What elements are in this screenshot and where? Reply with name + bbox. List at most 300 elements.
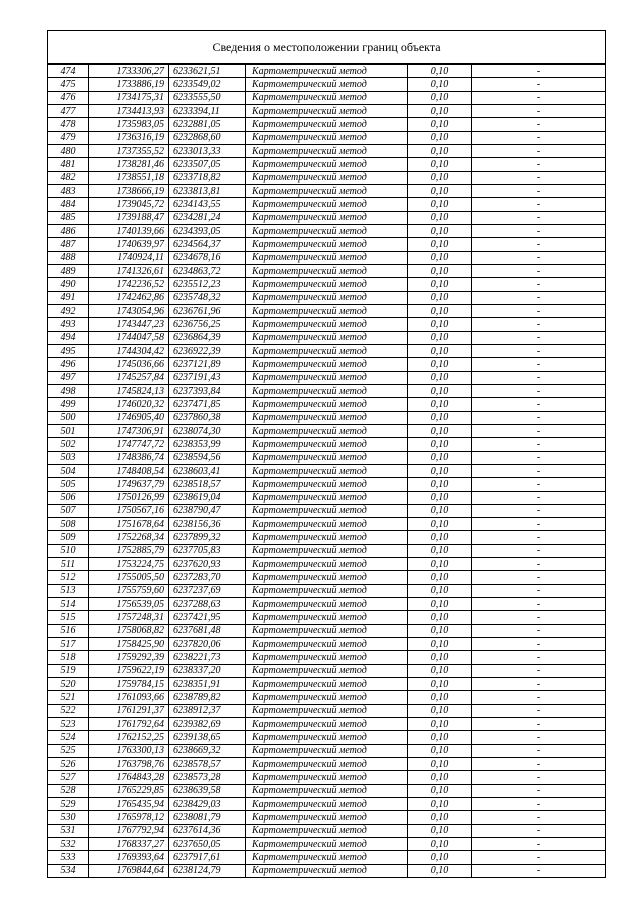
table-row: [48, 731, 605, 744]
x-coordinate-cell: 1769844,64: [89, 864, 169, 877]
table-row: [48, 598, 605, 611]
description-cell: -: [472, 744, 606, 757]
table-row: [48, 384, 605, 397]
y-coordinate-cell: 6238081,79: [169, 811, 246, 824]
accuracy-cell: 0,10: [408, 864, 472, 877]
description-cell: -: [472, 158, 606, 171]
y-coordinate-cell: 6236864,39: [169, 331, 246, 344]
method-cell: Картометрический метод: [246, 491, 408, 504]
method-cell: Картометрический метод: [246, 438, 408, 451]
point-number-cell: 526: [48, 758, 89, 771]
method-cell: Картометрический метод: [246, 91, 408, 104]
description-cell: -: [472, 304, 606, 317]
method-cell: Картометрический метод: [246, 411, 408, 424]
x-coordinate-cell: 1750126,99: [89, 491, 169, 504]
x-coordinate-cell: 1742462,86: [89, 291, 169, 304]
point-number-cell: 519: [48, 664, 89, 677]
table-row: [48, 424, 605, 437]
y-coordinate-cell: 6238669,32: [169, 744, 246, 757]
y-coordinate-cell: 6233013,33: [169, 144, 246, 157]
description-cell: -: [472, 584, 606, 597]
description-cell: -: [472, 264, 606, 277]
description-cell: -: [472, 331, 606, 344]
point-number-cell: 494: [48, 331, 89, 344]
point-number-cell: 482: [48, 171, 89, 184]
method-cell: Картометрический метод: [246, 451, 408, 464]
accuracy-cell: 0,10: [408, 651, 472, 664]
table-row: [48, 371, 605, 384]
point-number-cell: 500: [48, 411, 89, 424]
x-coordinate-cell: 1740139,66: [89, 224, 169, 237]
description-cell: -: [472, 78, 606, 91]
description-cell: -: [472, 624, 606, 637]
method-cell: Картометрический метод: [246, 304, 408, 317]
point-number-cell: 534: [48, 864, 89, 877]
table-row: [48, 638, 605, 651]
table-row: [48, 171, 605, 184]
description-cell: -: [472, 344, 606, 357]
y-coordinate-cell: 6233621,51: [169, 65, 246, 78]
x-coordinate-cell: 1765435,94: [89, 798, 169, 811]
method-cell: Картометрический метод: [246, 504, 408, 517]
table-row: [48, 744, 605, 757]
method-cell: Картометрический метод: [246, 264, 408, 277]
method-cell: Картометрический метод: [246, 864, 408, 877]
method-cell: Картометрический метод: [246, 544, 408, 557]
table-row: [48, 504, 605, 517]
table-row: [48, 65, 605, 78]
method-cell: Картометрический метод: [246, 851, 408, 864]
table-row: [48, 398, 605, 411]
description-cell: -: [472, 371, 606, 384]
x-coordinate-cell: 1746905,40: [89, 411, 169, 424]
description-cell: -: [472, 91, 606, 104]
point-number-cell: 513: [48, 584, 89, 597]
x-coordinate-cell: 1742236,52: [89, 278, 169, 291]
table-row: [48, 318, 605, 331]
x-coordinate-cell: 1753224,75: [89, 558, 169, 571]
description-cell: -: [472, 291, 606, 304]
description-cell: -: [472, 531, 606, 544]
accuracy-cell: 0,10: [408, 731, 472, 744]
point-number-cell: 493: [48, 318, 89, 331]
point-number-cell: 525: [48, 744, 89, 757]
point-number-cell: 480: [48, 144, 89, 157]
method-cell: Картометрический метод: [246, 718, 408, 731]
point-number-cell: 531: [48, 824, 89, 837]
description-cell: -: [472, 464, 606, 477]
method-cell: Картометрический метод: [246, 65, 408, 78]
table-row: [48, 158, 605, 171]
point-number-cell: 530: [48, 811, 89, 824]
table-row: [48, 358, 605, 371]
point-number-cell: 492: [48, 304, 89, 317]
y-coordinate-cell: 6237288,63: [169, 598, 246, 611]
accuracy-cell: 0,10: [408, 704, 472, 717]
description-cell: -: [472, 251, 606, 264]
description-cell: -: [472, 424, 606, 437]
x-coordinate-cell: 1769393,64: [89, 851, 169, 864]
description-cell: -: [472, 438, 606, 451]
description-cell: -: [472, 144, 606, 157]
y-coordinate-cell: 6237421,95: [169, 611, 246, 624]
y-coordinate-cell: 6237121,89: [169, 358, 246, 371]
x-coordinate-cell: 1749637,79: [89, 478, 169, 491]
y-coordinate-cell: 6237899,32: [169, 531, 246, 544]
table-row: [48, 264, 605, 277]
description-cell: -: [472, 731, 606, 744]
point-number-cell: 486: [48, 224, 89, 237]
description-cell: -: [472, 358, 606, 371]
accuracy-cell: 0,10: [408, 171, 472, 184]
description-cell: -: [472, 811, 606, 824]
table-row: [48, 91, 605, 104]
accuracy-cell: 0,10: [408, 771, 472, 784]
accuracy-cell: 0,10: [408, 371, 472, 384]
table-row: [48, 278, 605, 291]
accuracy-cell: 0,10: [408, 478, 472, 491]
y-coordinate-cell: 6238124,79: [169, 864, 246, 877]
accuracy-cell: 0,10: [408, 184, 472, 197]
point-number-cell: 510: [48, 544, 89, 557]
method-cell: Картометрический метод: [246, 691, 408, 704]
x-coordinate-cell: 1751678,64: [89, 518, 169, 531]
x-coordinate-cell: 1738666,19: [89, 184, 169, 197]
accuracy-cell: 0,10: [408, 438, 472, 451]
y-coordinate-cell: 6237237,69: [169, 584, 246, 597]
method-cell: Картометрический метод: [246, 624, 408, 637]
method-cell: Картометрический метод: [246, 838, 408, 851]
method-cell: Картометрический метод: [246, 478, 408, 491]
method-cell: Картометрический метод: [246, 584, 408, 597]
accuracy-cell: 0,10: [408, 758, 472, 771]
description-cell: -: [472, 758, 606, 771]
boundary-table-frame: [47, 30, 606, 878]
x-coordinate-cell: 1763798,76: [89, 758, 169, 771]
point-number-cell: 498: [48, 384, 89, 397]
y-coordinate-cell: 6232868,60: [169, 131, 246, 144]
x-coordinate-cell: 1765978,12: [89, 811, 169, 824]
description-cell: -: [472, 851, 606, 864]
description-cell: -: [472, 238, 606, 251]
y-coordinate-cell: 6238351,91: [169, 678, 246, 691]
method-cell: Картометрический метод: [246, 784, 408, 797]
y-coordinate-cell: 6238074,30: [169, 424, 246, 437]
method-cell: Картометрический метод: [246, 344, 408, 357]
x-coordinate-cell: 1758425,90: [89, 638, 169, 651]
table-row: [48, 691, 605, 704]
accuracy-cell: 0,10: [408, 544, 472, 557]
method-cell: Картометрический метод: [246, 704, 408, 717]
point-number-cell: 502: [48, 438, 89, 451]
point-number-cell: 501: [48, 424, 89, 437]
x-coordinate-cell: 1748386,74: [89, 451, 169, 464]
point-number-cell: 478: [48, 118, 89, 131]
accuracy-cell: 0,10: [408, 451, 472, 464]
table-row: [48, 251, 605, 264]
y-coordinate-cell: 6237393,84: [169, 384, 246, 397]
table-row: [48, 211, 605, 224]
x-coordinate-cell: 1733886,19: [89, 78, 169, 91]
accuracy-cell: 0,10: [408, 144, 472, 157]
point-number-cell: 522: [48, 704, 89, 717]
description-cell: -: [472, 184, 606, 197]
method-cell: Картометрический метод: [246, 278, 408, 291]
table-row: [48, 331, 605, 344]
y-coordinate-cell: 6238573,28: [169, 771, 246, 784]
description-cell: -: [472, 571, 606, 584]
accuracy-cell: 0,10: [408, 91, 472, 104]
y-coordinate-cell: 6238156,36: [169, 518, 246, 531]
table-row: [48, 344, 605, 357]
y-coordinate-cell: 6236761,96: [169, 304, 246, 317]
accuracy-cell: 0,10: [408, 718, 472, 731]
point-number-cell: 487: [48, 238, 89, 251]
accuracy-cell: 0,10: [408, 531, 472, 544]
x-coordinate-cell: 1759292,39: [89, 651, 169, 664]
x-coordinate-cell: 1745257,84: [89, 371, 169, 384]
point-number-cell: 523: [48, 718, 89, 731]
table-body: [48, 65, 605, 878]
point-number-cell: 520: [48, 678, 89, 691]
description-cell: -: [472, 278, 606, 291]
description-cell: -: [472, 558, 606, 571]
accuracy-cell: 0,10: [408, 158, 472, 171]
y-coordinate-cell: 6238603,41: [169, 464, 246, 477]
description-cell: -: [472, 838, 606, 851]
accuracy-cell: 0,10: [408, 411, 472, 424]
y-coordinate-cell: 6237917,61: [169, 851, 246, 864]
x-coordinate-cell: 1734413,93: [89, 104, 169, 117]
method-cell: Картометрический метод: [246, 558, 408, 571]
accuracy-cell: 0,10: [408, 664, 472, 677]
table-row: [48, 718, 605, 731]
y-coordinate-cell: 6234393,05: [169, 224, 246, 237]
table-row: [48, 811, 605, 824]
x-coordinate-cell: 1767792,94: [89, 824, 169, 837]
table-row: [48, 704, 605, 717]
point-number-cell: 516: [48, 624, 89, 637]
point-number-cell: 476: [48, 91, 89, 104]
description-cell: -: [472, 798, 606, 811]
x-coordinate-cell: 1745036,66: [89, 358, 169, 371]
accuracy-cell: 0,10: [408, 251, 472, 264]
description-cell: -: [472, 451, 606, 464]
method-cell: Картометрический метод: [246, 611, 408, 624]
x-coordinate-cell: 1746020,32: [89, 398, 169, 411]
point-number-cell: 511: [48, 558, 89, 571]
y-coordinate-cell: 6238429,03: [169, 798, 246, 811]
accuracy-cell: 0,10: [408, 811, 472, 824]
accuracy-cell: 0,10: [408, 744, 472, 757]
y-coordinate-cell: 6237471,85: [169, 398, 246, 411]
accuracy-cell: 0,10: [408, 784, 472, 797]
x-coordinate-cell: 1752268,34: [89, 531, 169, 544]
method-cell: Картометрический метод: [246, 118, 408, 131]
point-number-cell: 503: [48, 451, 89, 464]
y-coordinate-cell: 6238518,57: [169, 478, 246, 491]
y-coordinate-cell: 6233718,82: [169, 171, 246, 184]
accuracy-cell: 0,10: [408, 224, 472, 237]
accuracy-cell: 0,10: [408, 571, 472, 584]
accuracy-cell: 0,10: [408, 464, 472, 477]
description-cell: -: [472, 824, 606, 837]
table-row: [48, 451, 605, 464]
x-coordinate-cell: 1747306,91: [89, 424, 169, 437]
description-cell: -: [472, 718, 606, 731]
point-number-cell: 521: [48, 691, 89, 704]
method-cell: Картометрический метод: [246, 371, 408, 384]
point-number-cell: 485: [48, 211, 89, 224]
accuracy-cell: 0,10: [408, 798, 472, 811]
y-coordinate-cell: 6233507,05: [169, 158, 246, 171]
method-cell: Картометрический метод: [246, 238, 408, 251]
description-cell: -: [472, 704, 606, 717]
y-coordinate-cell: 6238790,47: [169, 504, 246, 517]
description-cell: -: [472, 65, 606, 78]
accuracy-cell: 0,10: [408, 624, 472, 637]
y-coordinate-cell: 6238594,56: [169, 451, 246, 464]
x-coordinate-cell: 1739188,47: [89, 211, 169, 224]
method-cell: Картометрический метод: [246, 251, 408, 264]
y-coordinate-cell: 6237820,06: [169, 638, 246, 651]
y-coordinate-cell: 6238221,73: [169, 651, 246, 664]
y-coordinate-cell: 6233549,02: [169, 78, 246, 91]
table-row: [48, 758, 605, 771]
x-coordinate-cell: 1755005,50: [89, 571, 169, 584]
accuracy-cell: 0,10: [408, 851, 472, 864]
description-cell: -: [472, 678, 606, 691]
y-coordinate-cell: 6238337,20: [169, 664, 246, 677]
point-number-cell: 508: [48, 518, 89, 531]
y-coordinate-cell: 6238619,04: [169, 491, 246, 504]
x-coordinate-cell: 1768337,27: [89, 838, 169, 851]
coordinates-table: [48, 64, 605, 877]
x-coordinate-cell: 1738281,46: [89, 158, 169, 171]
description-cell: -: [472, 198, 606, 211]
table-row: [48, 464, 605, 477]
accuracy-cell: 0,10: [408, 424, 472, 437]
x-coordinate-cell: 1736316,19: [89, 131, 169, 144]
table-row: [48, 838, 605, 851]
accuracy-cell: 0,10: [408, 491, 472, 504]
accuracy-cell: 0,10: [408, 198, 472, 211]
table-row: [48, 184, 605, 197]
table-row: [48, 411, 605, 424]
point-number-cell: 488: [48, 251, 89, 264]
point-number-cell: 514: [48, 598, 89, 611]
point-number-cell: 484: [48, 198, 89, 211]
x-coordinate-cell: 1735983,05: [89, 118, 169, 131]
table-row: [48, 224, 605, 237]
table-row: [48, 531, 605, 544]
method-cell: Картометрический метод: [246, 744, 408, 757]
accuracy-cell: 0,10: [408, 598, 472, 611]
x-coordinate-cell: 1756539,05: [89, 598, 169, 611]
table-row: [48, 824, 605, 837]
x-coordinate-cell: 1759784,15: [89, 678, 169, 691]
description-cell: -: [472, 518, 606, 531]
accuracy-cell: 0,10: [408, 238, 472, 251]
y-coordinate-cell: 6234564,37: [169, 238, 246, 251]
method-cell: Картометрический метод: [246, 798, 408, 811]
description-cell: -: [472, 478, 606, 491]
accuracy-cell: 0,10: [408, 304, 472, 317]
method-cell: Картометрический метод: [246, 518, 408, 531]
accuracy-cell: 0,10: [408, 504, 472, 517]
description-cell: -: [472, 118, 606, 131]
accuracy-cell: 0,10: [408, 358, 472, 371]
y-coordinate-cell: 6234678,16: [169, 251, 246, 264]
method-cell: Картометрический метод: [246, 424, 408, 437]
y-coordinate-cell: 6237705,83: [169, 544, 246, 557]
accuracy-cell: 0,10: [408, 65, 472, 78]
method-cell: Картометрический метод: [246, 198, 408, 211]
y-coordinate-cell: 6238789,82: [169, 691, 246, 704]
point-number-cell: 532: [48, 838, 89, 851]
point-number-cell: 499: [48, 398, 89, 411]
y-coordinate-cell: 6235748,32: [169, 291, 246, 304]
point-number-cell: 529: [48, 798, 89, 811]
method-cell: Картометрический метод: [246, 158, 408, 171]
table-row: [48, 664, 605, 677]
accuracy-cell: 0,10: [408, 518, 472, 531]
x-coordinate-cell: 1743054,96: [89, 304, 169, 317]
table-row: [48, 144, 605, 157]
description-cell: -: [472, 651, 606, 664]
table-row: [48, 104, 605, 117]
description-cell: -: [472, 131, 606, 144]
description-cell: -: [472, 384, 606, 397]
table-row: [48, 784, 605, 797]
x-coordinate-cell: 1744047,58: [89, 331, 169, 344]
point-number-cell: 497: [48, 371, 89, 384]
table-row: [48, 544, 605, 557]
accuracy-cell: 0,10: [408, 838, 472, 851]
accuracy-cell: 0,10: [408, 118, 472, 131]
method-cell: Картометрический метод: [246, 664, 408, 677]
description-cell: -: [472, 864, 606, 877]
method-cell: Картометрический метод: [246, 771, 408, 784]
point-number-cell: 517: [48, 638, 89, 651]
accuracy-cell: 0,10: [408, 678, 472, 691]
table-row: [48, 198, 605, 211]
y-coordinate-cell: 6237614,36: [169, 824, 246, 837]
accuracy-cell: 0,10: [408, 558, 472, 571]
description-cell: -: [472, 638, 606, 651]
accuracy-cell: 0,10: [408, 344, 472, 357]
y-coordinate-cell: 6239138,65: [169, 731, 246, 744]
x-coordinate-cell: 1740639,97: [89, 238, 169, 251]
description-cell: -: [472, 771, 606, 784]
description-cell: -: [472, 664, 606, 677]
accuracy-cell: 0,10: [408, 584, 472, 597]
y-coordinate-cell: 6235512,23: [169, 278, 246, 291]
accuracy-cell: 0,10: [408, 278, 472, 291]
point-number-cell: 518: [48, 651, 89, 664]
point-number-cell: 512: [48, 571, 89, 584]
y-coordinate-cell: 6233813,81: [169, 184, 246, 197]
accuracy-cell: 0,10: [408, 384, 472, 397]
description-cell: -: [472, 104, 606, 117]
method-cell: Картометрический метод: [246, 384, 408, 397]
description-cell: -: [472, 318, 606, 331]
method-cell: Картометрический метод: [246, 651, 408, 664]
x-coordinate-cell: 1759622,19: [89, 664, 169, 677]
method-cell: Картометрический метод: [246, 598, 408, 611]
accuracy-cell: 0,10: [408, 104, 472, 117]
y-coordinate-cell: 6238578,57: [169, 758, 246, 771]
